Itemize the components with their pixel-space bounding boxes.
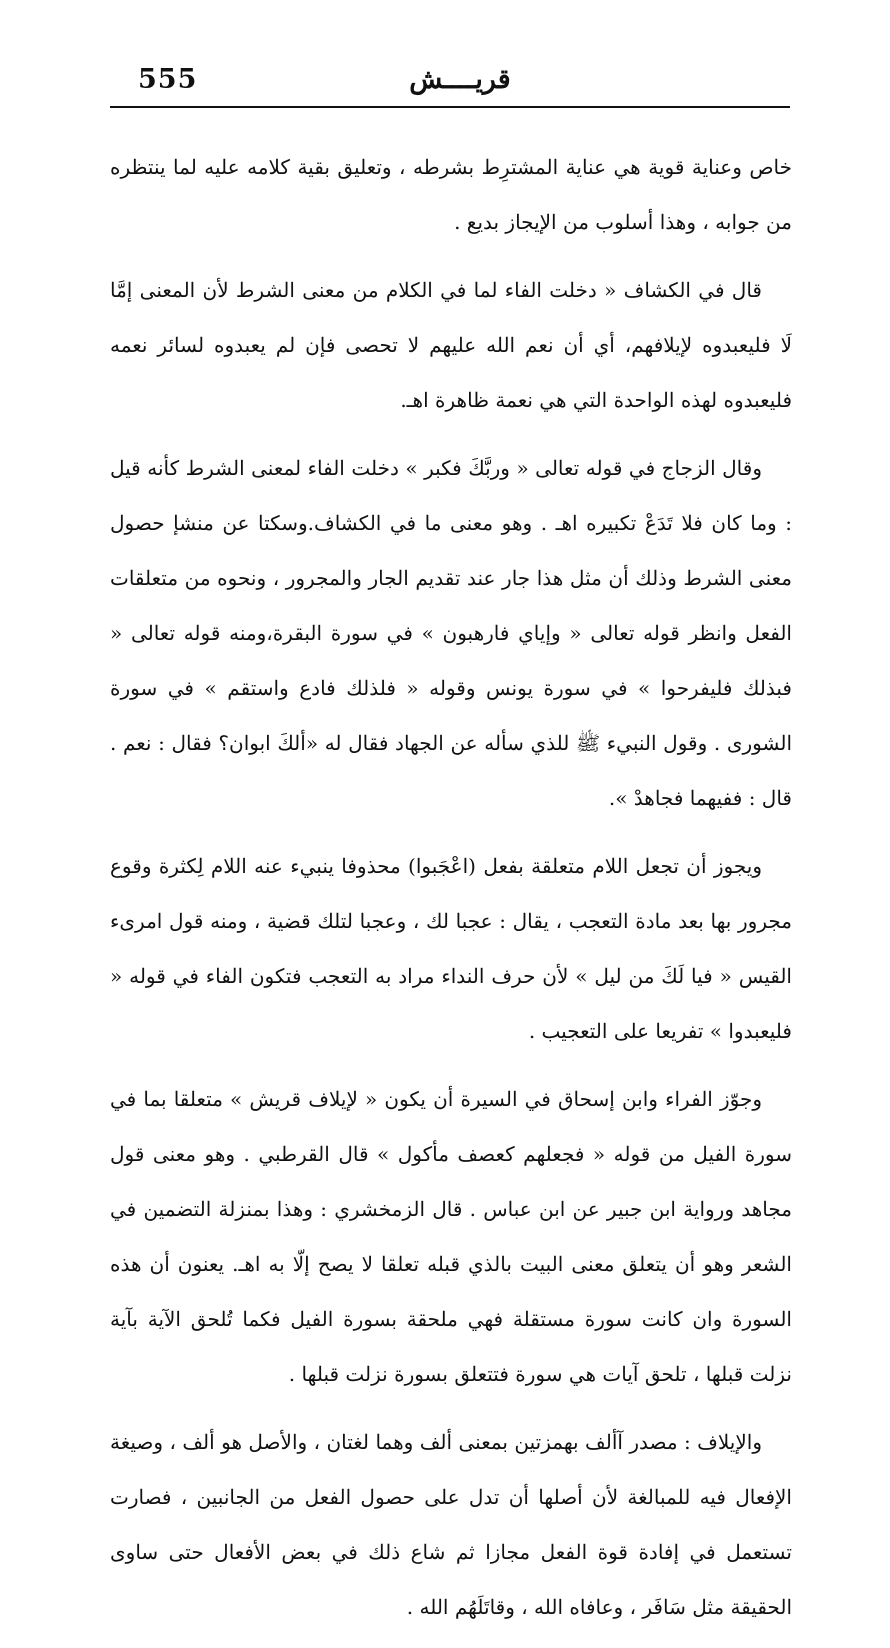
running-title: قريــــش	[409, 64, 511, 95]
paragraph: خاص وعناية قوية هي عناية المشترِط بشرطه ، وتعليق بقية كلامه عليه لما ينتظره من جوابه ، وهذا أسلوب من الإيجاز بديع .	[110, 155, 792, 234]
paragraph: قال في الكشاف « دخلت الفاء لما في الكلام من معنى الشرط لأن المعنى إمَّا لَا فليعبدوه لإيلافهم، أي أن نعم الله عليهم لا تحصى فإن لم يعبدوه لسائر نعمه فليعبدوه لهذه الواحدة التي هي نعمة ظاهرة اهـ.	[110, 278, 792, 412]
paragraph: وقال الزجاج في قوله تعالى « وربَّكَ فكبر » دخلت الفاء لمعنى الشرط كأنه قيل : وما كان فلا تَدَعْ تكبيره اهـ . وهو معنى ما في الكشاف.وسكتا عن منشإ حصول معنى الشرط وذلك أن مثل هذا جار عند تقديم الجار والمجرور ، ونحوه من متعلقات الفعل وانظر قوله تعالى « وإياي فارهبون » في سورة البقرة،ومنه قوله تعالى « فبذلك فليفرحوا » في سورة يونس وقوله « فلذلك فادع واستقم » في سورة الشورى . وقول النبيء ﷺ للذي سأله عن الجهاد فقال له «ألكَ ابوان؟ فقال : نعم . قال : ففيهما فجاهدْ ».	[110, 456, 792, 810]
paragraph: وجوّز الفراء وابن إسحاق في السيرة أن يكون « لإيلاف قريش » متعلقا بما في سورة الفيل من قوله « فجعلهم كعصف مأكول » قال القرطبي . وهو معنى قول مجاهد ورواية ابن جبير عن ابن عباس . قال الزمخشري : وهذا بمنزلة التضمين في الشعر وهو أن يتعلق معنى البيت بالذي قبله تعلقا لا يصح إلّا به اهـ. يعنون أن هذه السورة وان كانت سورة مستقلة فهي ملحقة بسورة الفيل فكما تُلحق الآية بآية نزلت قبلها ، تلحق آيات هي سورة فتتعلق بسورة نزلت قبلها .	[110, 1087, 792, 1386]
paragraph: ويجوز أن تجعل اللام متعلقة بفعل (اعْجَبوا) محذوفا ينبيء عنه اللام لِكثرة وقوع مجرور بها بعد مادة التعجب ، يقال : عجبا لك ، وعجبا لتلك قضية ، ومنه قول امرىء القيس « فيا لَكَ من ليل » لأن حرف النداء مراد به التعجب فتكون الفاء في قوله « فليعبدوا » تفريعا على التعجيب .	[110, 854, 792, 1043]
page-number: 555	[138, 64, 198, 95]
header-divider	[110, 106, 790, 108]
page-header	[110, 60, 790, 104]
body-text	[110, 140, 792, 1648]
paragraph: والإيلاف : مصدر آألف بهمزتين بمعنى ألف وهما لغتان ، والأصل هو ألف ، وصيغة الإفعال فيه للمبالغة لأن أصلها أن تدل على حصول الفعل من الجانبين ، فصارت تستعمل في إفادة قوة الفعل مجازا ثم شاع ذلك في بعض الأفعال حتى ساوى الحقيقة مثل سَافَر ، وعافاه الله ، وقاتَلَهُم الله .	[110, 1430, 792, 1619]
